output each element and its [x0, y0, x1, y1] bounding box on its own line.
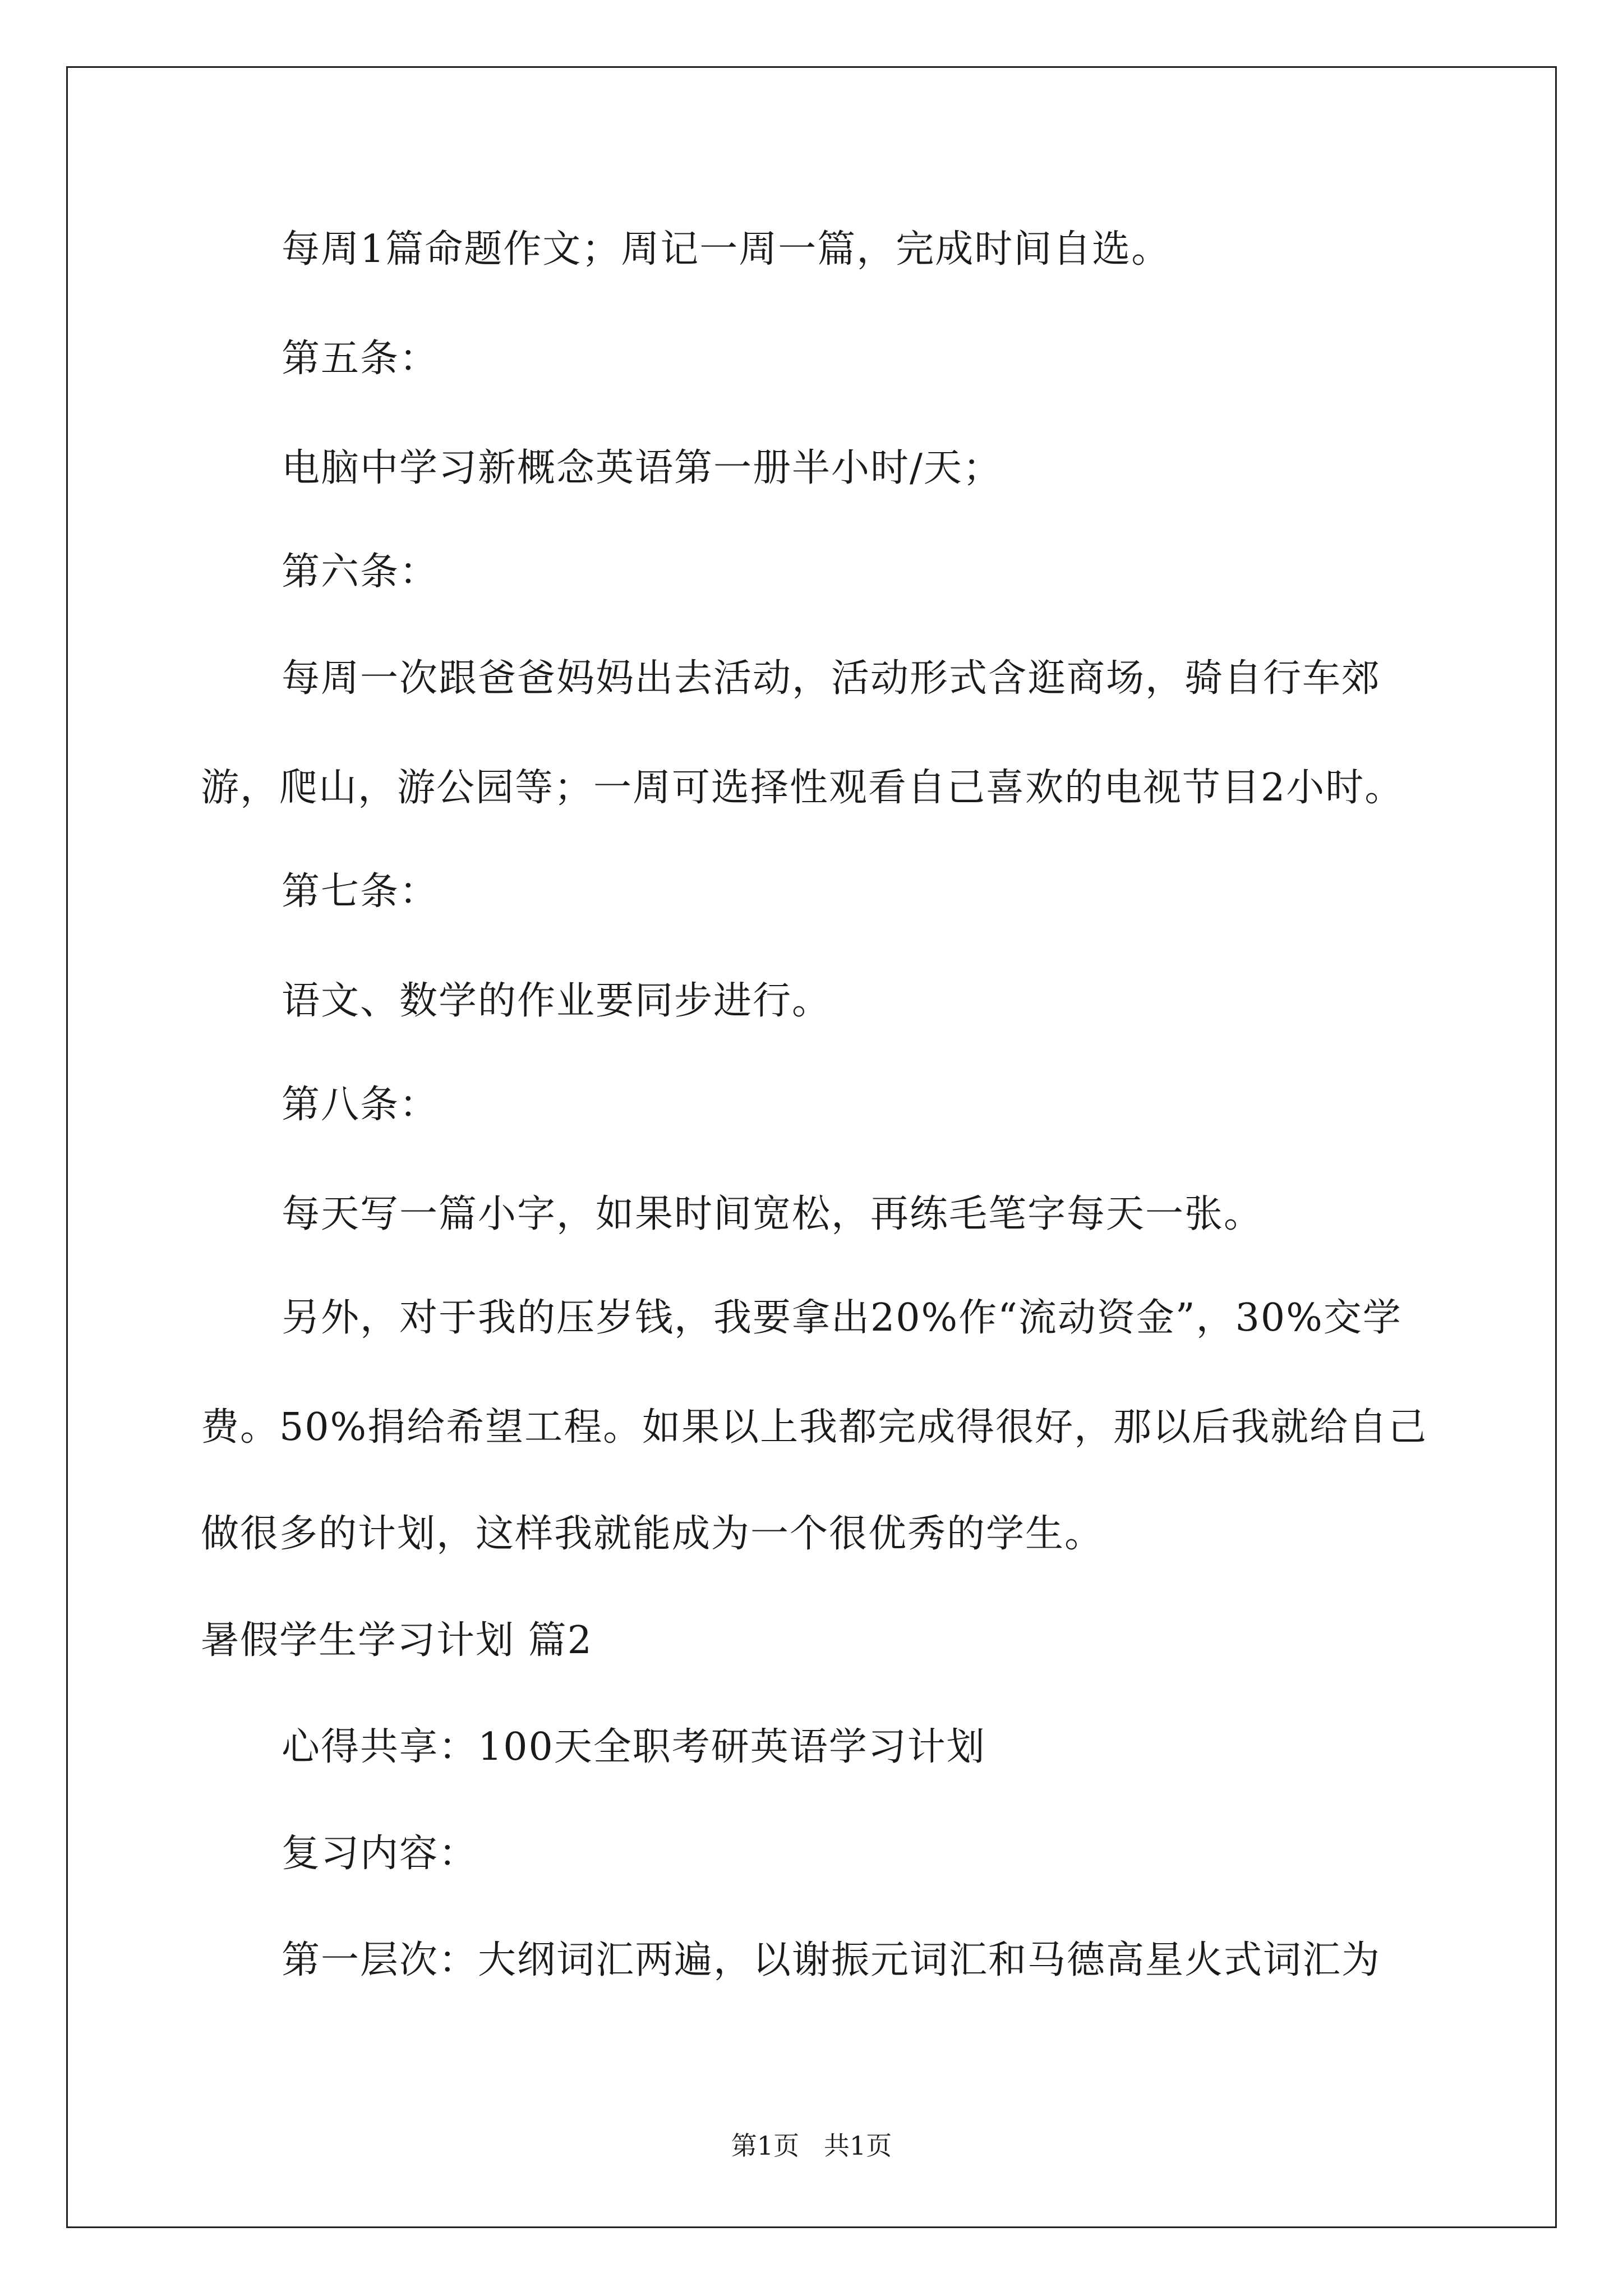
paragraph-line: 做很多的计划，这样我就能成为一个很优秀的学生。: [201, 1512, 1104, 1556]
article-heading-6: 第六条：: [282, 550, 439, 594]
section-title: 暑假学生学习计划 篇2: [201, 1618, 593, 1663]
paragraph-line: 每周一次跟爸爸妈妈出去活动，活动形式含逛商场，骑自行车郊: [282, 656, 1381, 701]
paragraph-line: 每周1篇命题作文；周记一周一篇，完成时间自选。: [282, 227, 1171, 272]
article-heading-5: 第五条：: [282, 337, 439, 381]
paragraph-line: 另外，对于我的压岁钱，我要拿出20%作“流动资金”，30%交学: [282, 1296, 1402, 1340]
page-border: [66, 66, 1557, 2228]
page-number-footer: 第1页 共1页: [731, 2131, 892, 2161]
paragraph-line: 第一层次：大纲词汇两遍，以谢振元词汇和马德高星火式词汇为: [282, 1938, 1381, 1982]
paragraph-line: 心得共享：100天全职考研英语学习计划: [282, 1725, 986, 1769]
paragraph-line: 复习内容：: [282, 1832, 478, 1876]
article-heading-7: 第七条：: [282, 869, 439, 914]
article-heading-8: 第八条：: [282, 1083, 439, 1127]
paragraph-line: 语文、数学的作业要同步进行。: [282, 979, 832, 1023]
paragraph-line: 费。50%捐给希望工程。如果以上我都完成得很好，那以后我就给自己: [201, 1405, 1428, 1450]
paragraph-line: 每天写一篇小字，如果时间宽松，再练毛笔字每天一张。: [282, 1192, 1264, 1236]
paragraph-line: 电脑中学习新概念英语第一册半小时/天；: [282, 446, 1002, 490]
paragraph-line: 游，爬山，游公园等；一周可选择性观看自己喜欢的电视节目2小时。: [201, 766, 1404, 810]
